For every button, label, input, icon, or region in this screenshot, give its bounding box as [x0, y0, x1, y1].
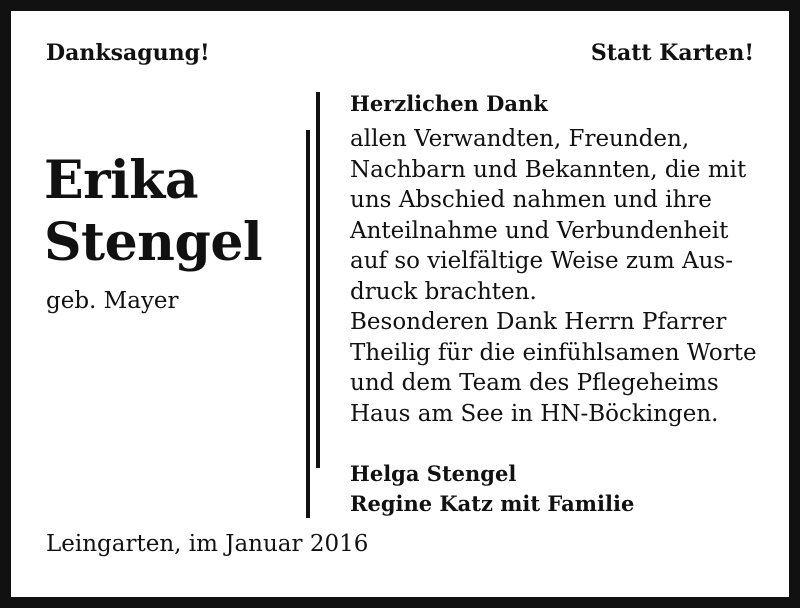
thanks-line: Anteilnahme und Verbundenheit: [350, 217, 729, 244]
thanks-line: uns Abschied nahmen und ihre: [350, 187, 712, 213]
divider-rule-lower: [306, 130, 310, 518]
thanks-title: Herzlichen Dank: [350, 91, 548, 116]
signer-name: Helga Stengel: [350, 461, 517, 486]
signer-name: Regine Katz mit Familie: [350, 491, 635, 516]
place-date: Leingarten, im Januar 2016: [46, 531, 369, 557]
thanks-line: allen Verwandten, Freunden,: [350, 126, 690, 152]
first-name: Erika: [44, 150, 199, 211]
divider-rule-upper: [316, 92, 320, 468]
thanks-line: Nachbarn und Bekannten, die mit: [350, 156, 747, 183]
thanks-line: Theilig für die einfühlsamen Worte: [350, 339, 757, 366]
thanks-line: und dem Team des Pflegeheims: [350, 370, 719, 396]
last-name: Stengel: [44, 212, 263, 273]
thanks-line: auf so vielfältige Weise zum Aus-: [350, 248, 733, 274]
header-left: Danksagung!: [46, 40, 210, 66]
deceased-name: [44, 150, 262, 274]
thanks-line: Besonderen Dank Herrn Pfarrer: [350, 309, 727, 335]
thanks-line: druck brachten.: [350, 278, 537, 305]
maiden-name: geb. Mayer: [46, 288, 179, 314]
signers: [350, 459, 634, 519]
thanks-body: [350, 124, 757, 429]
header-right: Statt Karten!: [590, 40, 754, 66]
thanks-line: Haus am See in HN-Böckingen.: [350, 400, 719, 427]
